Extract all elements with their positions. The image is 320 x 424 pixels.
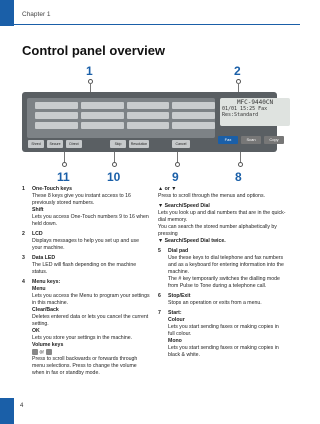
chapter-tab: [0, 0, 14, 26]
one-touch-row-3: [35, 122, 215, 129]
item-text: Displays messages to help you set up and use your machine.: [32, 238, 139, 251]
copy-mode-button: Copy: [264, 136, 284, 144]
item-search: [158, 203, 286, 245]
callout-line-10: [114, 152, 115, 162]
item-text: Lets you look up and dial numbers that are in the quick-dial memory.: [158, 210, 286, 223]
callout-dot-9: [175, 162, 180, 167]
sub-text: Lets you access the Menu to program your settings in this machine.: [32, 293, 150, 306]
callout-11: 11: [57, 170, 70, 184]
item-heading: LCD: [32, 231, 43, 237]
sub-label: Clear/Back: [32, 307, 59, 313]
sub-label: Colour: [168, 317, 185, 323]
callout-line-8: [240, 152, 241, 162]
volume-up-icon: [46, 349, 52, 355]
item-text: The # key temporarily switches the dialling mode from Pulse to Tone during a telephone call.: [168, 276, 280, 289]
item-7: [158, 310, 286, 359]
callout-8: 8: [235, 170, 242, 184]
volume-keys-line: [32, 349, 150, 356]
callout-2: 2: [234, 64, 241, 78]
item-arrows: [158, 186, 286, 200]
lcd-line-1: 01/01 15:25 Fax: [222, 106, 268, 112]
item-5: [158, 248, 286, 290]
volume-down-icon: [32, 349, 38, 355]
item-number: 7: [158, 310, 161, 316]
callout-1: 1: [86, 64, 93, 78]
secure-button: Secure: [47, 140, 63, 148]
item-text: You can search the stored number alphabetically by pressing: [158, 224, 277, 237]
callout-dot-11: [62, 162, 67, 167]
item-text: These 8 keys give you instant access to 16 previously stored numbers.: [32, 193, 131, 206]
page-tab: [0, 398, 14, 424]
item-heading: Dial pad: [168, 248, 189, 254]
direct-button: Direct: [66, 140, 82, 148]
item-heading: One-Touch keys: [32, 186, 72, 192]
cancel-button: Cancel: [172, 140, 190, 148]
one-touch-area: [27, 98, 215, 138]
shred-button: Shred: [28, 140, 44, 148]
item-heading: ▼ Search/Speed Dial: [158, 203, 210, 209]
resolution-button: Resolution: [130, 142, 148, 146]
callout-line-9: [177, 152, 178, 162]
item-text: ▼ Search/Speed Dial twice.: [158, 238, 226, 244]
item-number: 4: [22, 279, 25, 285]
left-column: [22, 186, 150, 380]
callout-dot-10: [112, 162, 117, 167]
item-heading: ▲ or ▼: [158, 186, 177, 192]
sub-text: Lets you store your settings in the machine.: [32, 335, 133, 341]
header-rule: [14, 24, 300, 25]
page-title: Control panel overview: [22, 43, 166, 58]
one-touch-row-2: [35, 112, 215, 119]
item-number: 1: [22, 186, 25, 192]
item-2: [22, 231, 150, 252]
sub-label: Menu: [32, 286, 46, 292]
skip-button: Skip: [110, 140, 126, 148]
sub-label: OK: [32, 328, 40, 334]
item-text: Stops an operation or exits from a menu.: [168, 300, 262, 306]
item-heading: Menu keys:: [32, 279, 61, 285]
callout-line-11: [64, 152, 65, 162]
item-text: The LED will flash depending on the machine status.: [32, 262, 137, 275]
item-heading: Start:: [168, 310, 182, 316]
lcd-screen: [220, 98, 290, 126]
item-1: [22, 186, 150, 228]
item-number: 5: [158, 248, 161, 254]
scan-mode-button: Scan: [241, 136, 261, 144]
sub-text: Lets you start sending faxes or making copies in full colour.: [168, 324, 279, 337]
page-number: 4: [20, 403, 24, 409]
callout-dot-8: [238, 162, 243, 167]
item-number: 2: [22, 231, 25, 237]
sub-text: Deletes entered data or lets you cancel the current setting.: [32, 314, 149, 327]
sub-text: Lets you access One-Touch numbers 9 to 16 when held down.: [32, 214, 149, 227]
volume-text: Press to scroll backwards or forwards through menu selections. Press to change the volume when in fax or standby mode.: [32, 356, 138, 377]
item-3: [22, 255, 150, 276]
sub-text: Lets you start sending faxes or making copies in black & white.: [168, 345, 279, 358]
callout-10: 10: [107, 170, 121, 184]
one-touch-row-1: [35, 102, 215, 109]
lcd-line-2: Res:Standard: [222, 112, 259, 118]
control-panel-illustration: [22, 92, 277, 152]
lcd-model: MFC-9440CN: [236, 99, 274, 106]
item-6: [158, 293, 286, 307]
sub-label: Mono: [168, 338, 182, 344]
item-text: Use these keys to dial telephone and fax numbers and as a keyboard for entering information into the machine.: [168, 255, 284, 275]
or-text: or: [39, 349, 45, 356]
sub-label: Volume keys: [32, 342, 64, 348]
right-column: [158, 186, 286, 362]
chapter-label: Chapter 1: [22, 11, 51, 18]
item-heading: Data LED: [32, 255, 56, 261]
callout-9: 9: [172, 170, 179, 184]
fax-mode-button: Fax: [218, 136, 238, 144]
sub-label: Shift: [32, 207, 44, 213]
item-heading: Stop/Exit: [168, 293, 191, 299]
item-number: 6: [158, 293, 161, 299]
item-text: Press to scroll through the menus and options.: [158, 193, 265, 199]
item-4: [22, 279, 150, 377]
item-number: 3: [22, 255, 25, 261]
